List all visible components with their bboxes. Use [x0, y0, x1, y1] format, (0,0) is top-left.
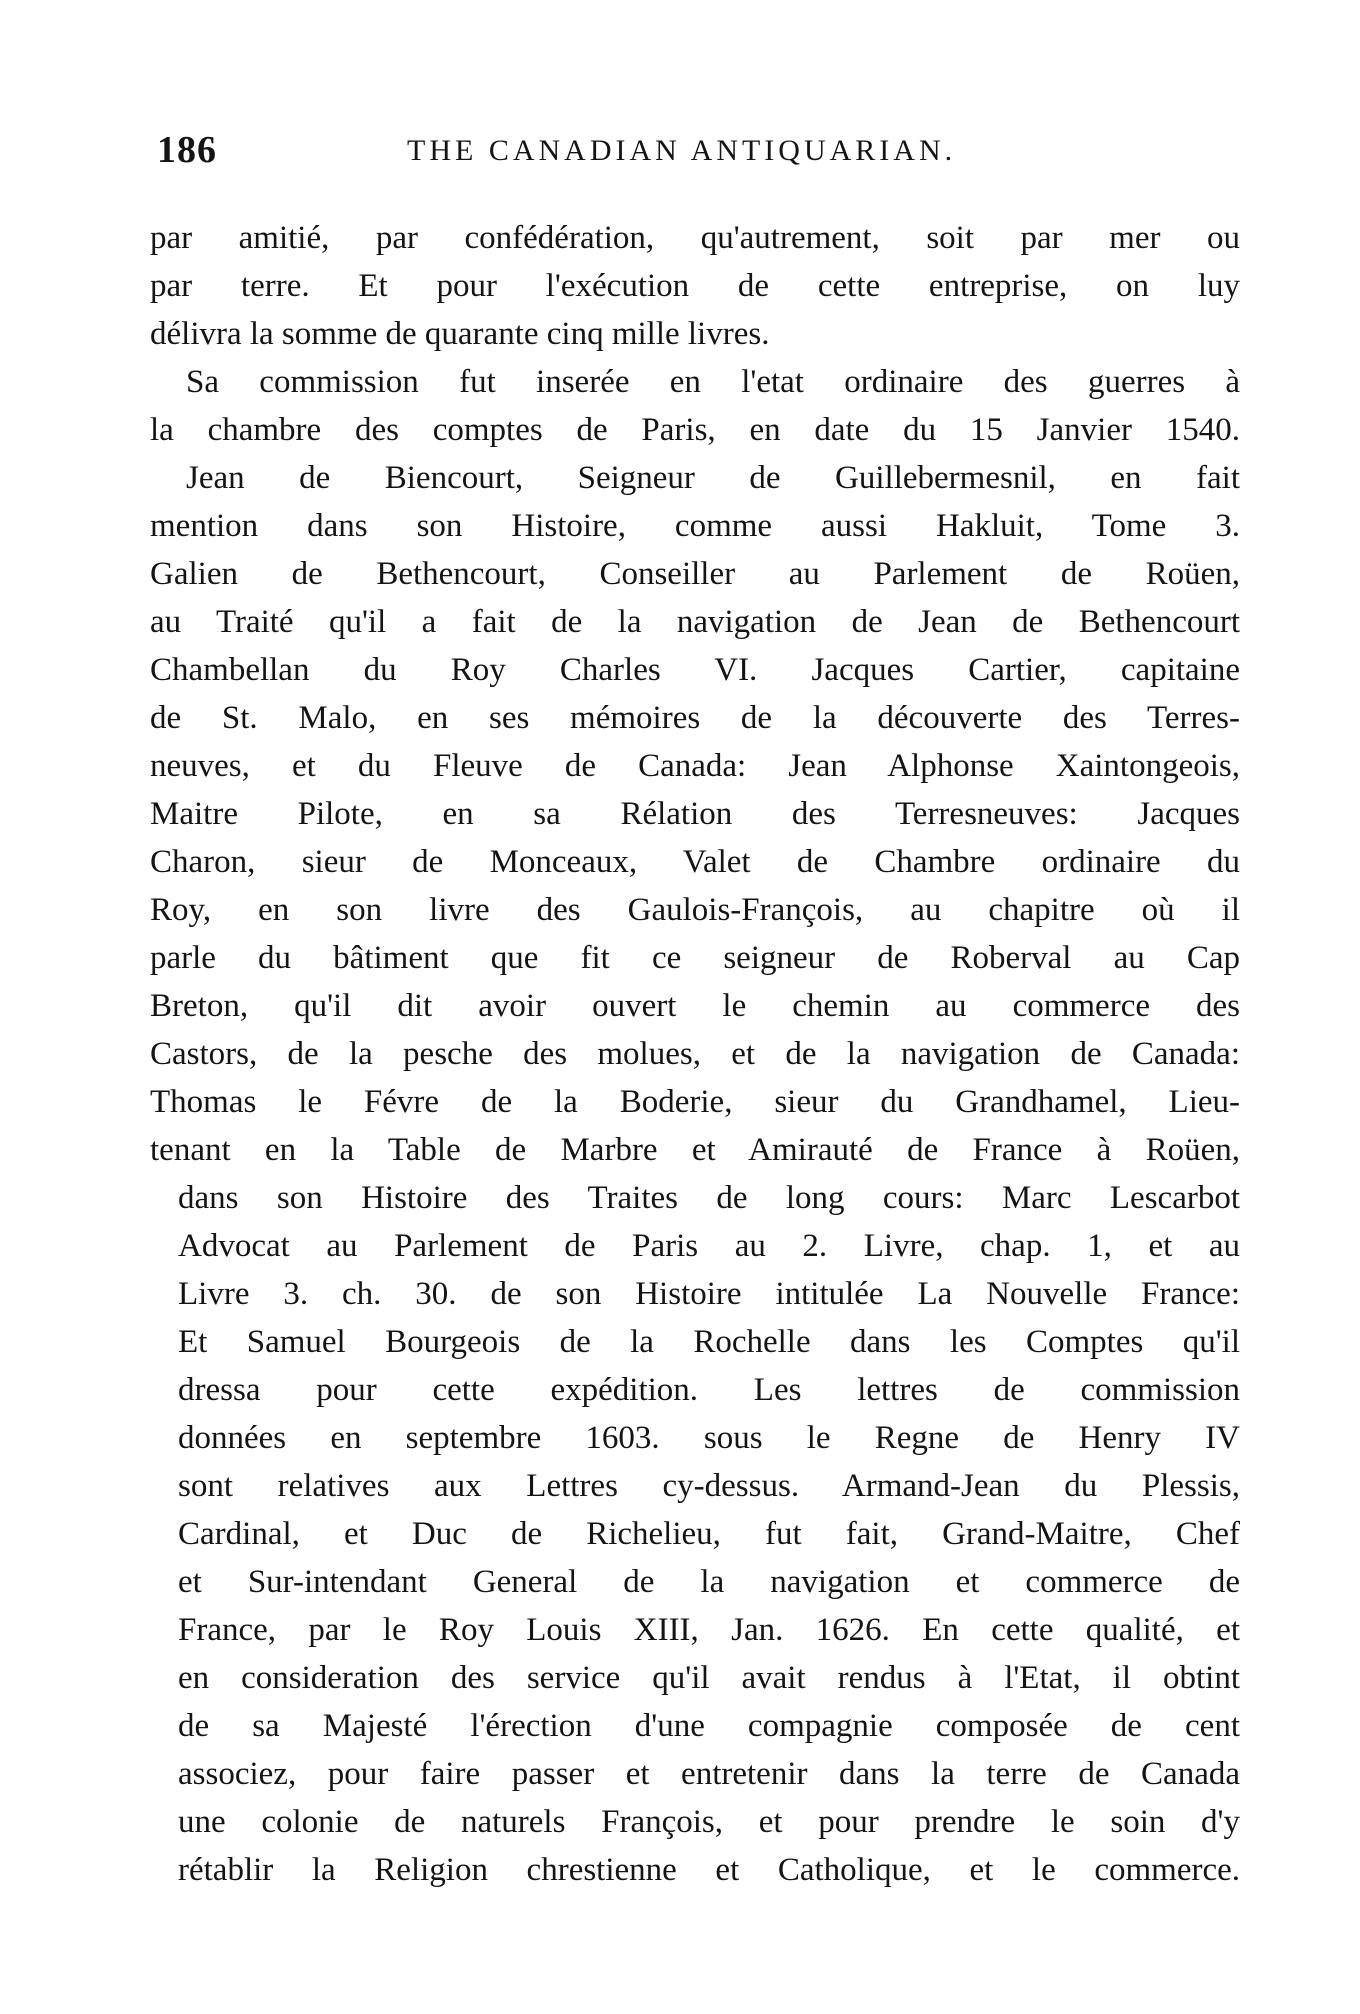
- text-line: au Traité qu'il a fait de la navigation de Jean de Bethencourt: [150, 604, 1240, 640]
- text-line: rétablir la Religion chrestienne et Catholique, et le commerce.: [178, 1852, 1240, 1888]
- text-line: Cardinal, et Duc de Richelieu, fut fait, Grand-Maitre, Chef: [178, 1516, 1240, 1552]
- text-line: et Sur-intendant General de la navigation et commerce de: [178, 1564, 1240, 1600]
- journal-title: THE CANADIAN ANTIQUARIAN.: [407, 134, 957, 167]
- text-line: sont relatives aux Lettres cy-dessus. Armand-Jean du Plessis,: [178, 1468, 1240, 1504]
- text-line: Castors, de la pesche des molues, et de la navigation de Canada:: [150, 1036, 1240, 1072]
- text-line: délivra la somme de quarante cinq mille livres.: [150, 316, 770, 352]
- text-line: France, par le Roy Louis XIII, Jan. 1626. En cette qualité, et: [178, 1612, 1240, 1648]
- text-line: Breton, qu'il dit avoir ouvert le chemin au commerce des: [150, 988, 1240, 1024]
- text-line: tenant en la Table de Marbre et Amirauté de France à Roüen,: [150, 1132, 1240, 1168]
- text-line: Jean de Biencourt, Seigneur de Guillebermesnil, en fait: [186, 460, 1240, 496]
- text-line: par amitié, par confédération, qu'autrement, soit par mer ou: [150, 220, 1240, 256]
- text-line: Galien de Bethencourt, Conseiller au Parlement de Roüen,: [150, 556, 1240, 592]
- text-line: Advocat au Parlement de Paris au 2. Livre, chap. 1, et au: [178, 1228, 1240, 1264]
- text-line: par terre. Et pour l'exécution de cette entreprise, on luy: [150, 268, 1240, 304]
- text-line: de sa Majesté l'érection d'une compagnie composée de cent: [178, 1708, 1240, 1744]
- text-line: de St. Malo, en ses mémoires de la découverte des Terres-: [150, 700, 1240, 736]
- text-line: Charon, sieur de Monceaux, Valet de Chambre ordinaire du: [150, 844, 1240, 880]
- text-line: la chambre des comptes de Paris, en date du 15 Janvier 1540.: [150, 412, 1240, 448]
- running-head: [157, 128, 1237, 174]
- paragraph-2: [150, 358, 1240, 454]
- text-line: données en septembre 1603. sous le Regne de Henry IV: [178, 1420, 1240, 1456]
- paragraph-1: [150, 214, 1240, 358]
- text-line: neuves, et du Fleuve de Canada: Jean Alphonse Xaintongeois,: [150, 748, 1240, 784]
- text-line: associez, pour faire passer et entretenir dans la terre de Canada: [178, 1756, 1240, 1792]
- text-line: Maitre Pilote, en sa Rélation des Terresneuves: Jacques: [150, 796, 1240, 832]
- text-line: Thomas le Févre de la Boderie, sieur du Grandhamel, Lieu-: [150, 1084, 1240, 1120]
- text-line: Roy, en son livre des Gaulois-François, au chapitre où il: [150, 892, 1240, 928]
- text-line: Livre 3. ch. 30. de son Histoire intitulée La Nouvelle France:: [178, 1276, 1240, 1312]
- body-text: [150, 214, 1240, 1894]
- text-line: dans son Histoire des Traites de long cours: Marc Lescarbot: [178, 1180, 1240, 1216]
- text-line: dressa pour cette expédition. Les lettres de commission: [178, 1372, 1240, 1408]
- text-line: Et Samuel Bourgeois de la Rochelle dans les Comptes qu'il: [178, 1324, 1240, 1360]
- text-line: en consideration des service qu'il avait rendus à l'Etat, il obtint: [178, 1660, 1240, 1696]
- page-number: 186: [157, 129, 217, 171]
- text-line: Sa commission fut inserée en l'etat ordinaire des guerres à: [186, 364, 1240, 400]
- text-line: Chambellan du Roy Charles VI. Jacques Cartier, capitaine: [150, 652, 1240, 688]
- paragraph-3: [150, 454, 1240, 1894]
- text-line: parle du bâtiment que fit ce seigneur de Roberval au Cap: [150, 940, 1240, 976]
- text-line: mention dans son Histoire, comme aussi Hakluit, Tome 3.: [150, 508, 1240, 544]
- text-line: une colonie de naturels François, et pour prendre le soin d'y: [178, 1804, 1240, 1840]
